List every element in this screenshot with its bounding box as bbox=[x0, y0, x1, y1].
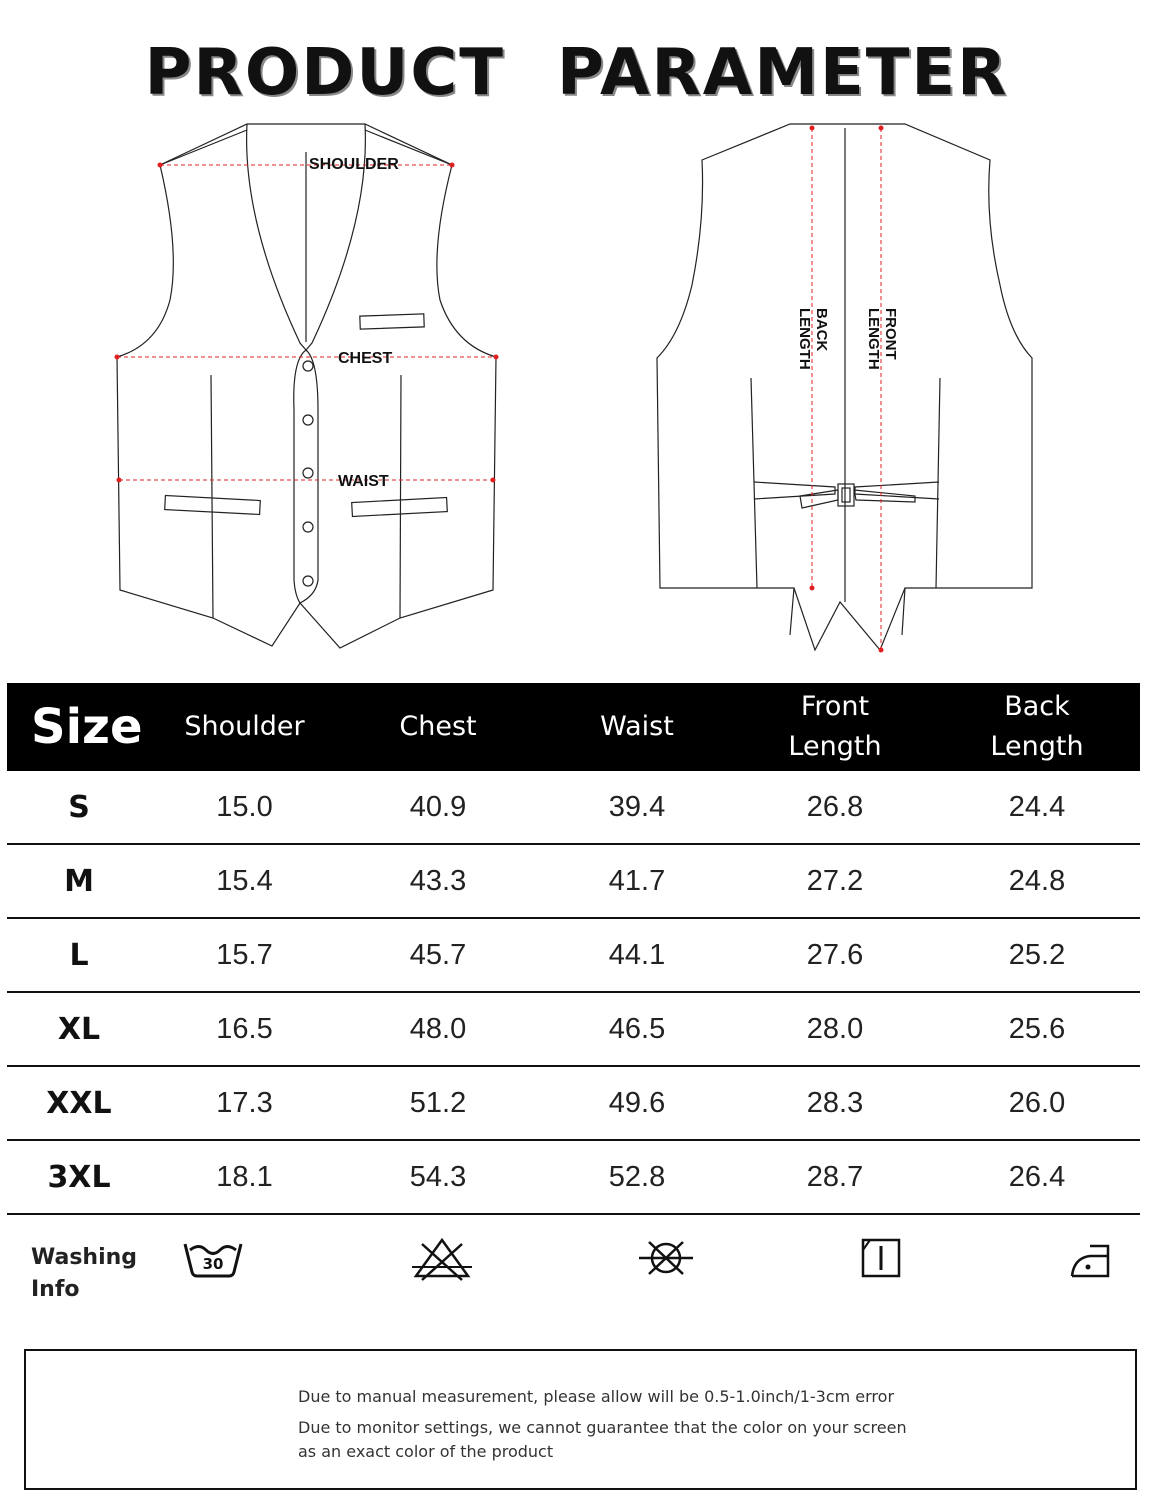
shoulder-label: SHOULDER bbox=[309, 156, 399, 173]
measurement-notice bbox=[24, 1349, 1137, 1490]
measurement-points bbox=[115, 126, 884, 653]
waist-cell: 46.5 bbox=[608, 1012, 666, 1045]
header-size: Size bbox=[31, 699, 143, 755]
shoulder-cell: 15.0 bbox=[216, 790, 273, 823]
waist-cell: 44.1 bbox=[608, 938, 666, 971]
front-length-cell: 27.2 bbox=[806, 864, 864, 897]
back-length-label: BACK LENGTH bbox=[796, 308, 830, 370]
header-front-length-line1: Front bbox=[800, 691, 870, 722]
chest-cell: 54.3 bbox=[409, 1160, 467, 1193]
waist-label: WAIST bbox=[338, 473, 389, 490]
chest-cell: 45.7 bbox=[409, 938, 467, 971]
vest-diagram bbox=[0, 110, 1153, 670]
front-length-cell: 27.6 bbox=[806, 938, 864, 971]
iron-low-icon bbox=[1066, 1236, 1114, 1282]
header-back-length bbox=[934, 687, 1140, 767]
header-chest: Chest bbox=[399, 711, 477, 742]
vest-illustration bbox=[0, 110, 1153, 670]
back-vest-outline bbox=[657, 124, 1032, 650]
shoulder-cell: 15.7 bbox=[216, 938, 273, 971]
size-cell: L bbox=[69, 937, 89, 973]
notice-line-3: as an exact color of the product bbox=[298, 1442, 554, 1461]
front-length-cell: 28.3 bbox=[806, 1086, 864, 1119]
chest-cell: 48.0 bbox=[409, 1012, 467, 1045]
waist-cell: 49.6 bbox=[608, 1086, 666, 1119]
size-cell: XL bbox=[57, 1011, 101, 1047]
header-shoulder: Shoulder bbox=[184, 711, 305, 742]
header-back-length-line2: Length bbox=[990, 731, 1084, 762]
title-word-parameter: PARAMETER bbox=[556, 36, 1009, 110]
front-length-label: FRONT LENGTH bbox=[865, 308, 899, 370]
back-length-cell: 24.8 bbox=[1008, 864, 1066, 897]
drip-dry-icon bbox=[860, 1236, 904, 1282]
header-waist: Waist bbox=[600, 711, 674, 742]
title-word-product: PRODUCT bbox=[144, 36, 505, 110]
size-cell: XXL bbox=[46, 1085, 112, 1121]
shoulder-cell: 17.3 bbox=[216, 1086, 273, 1119]
back-length-cell: 24.4 bbox=[1008, 790, 1066, 823]
washing-label-line2: Info bbox=[31, 1277, 80, 1302]
washing-label-line1: Washing bbox=[31, 1245, 138, 1270]
front-vest-outline bbox=[117, 124, 496, 648]
table-row bbox=[7, 1067, 1140, 1141]
header-back-length-line1: Back bbox=[1004, 691, 1070, 722]
size-cell: 3XL bbox=[47, 1159, 111, 1195]
front-length-cell: 28.7 bbox=[806, 1160, 864, 1193]
size-cell: M bbox=[64, 863, 94, 899]
shoulder-cell: 18.1 bbox=[216, 1160, 273, 1193]
waist-cell: 41.7 bbox=[608, 864, 666, 897]
shoulder-cell: 16.5 bbox=[216, 1012, 273, 1045]
back-length-cell: 26.4 bbox=[1008, 1160, 1066, 1193]
table-row bbox=[7, 919, 1140, 993]
back-length-cell: 25.2 bbox=[1008, 938, 1066, 971]
back-length-cell: 26.0 bbox=[1008, 1086, 1066, 1119]
wash-30-icon bbox=[182, 1236, 244, 1282]
table-row bbox=[7, 845, 1140, 919]
back-length-cell: 25.6 bbox=[1008, 1012, 1066, 1045]
table-row bbox=[7, 993, 1140, 1067]
washing-info bbox=[0, 1222, 1153, 1322]
waist-cell: 39.4 bbox=[608, 790, 666, 823]
table-row bbox=[7, 1141, 1140, 1215]
table-row bbox=[7, 771, 1140, 845]
chest-cell: 40.9 bbox=[409, 790, 467, 823]
chest-cell: 43.3 bbox=[409, 864, 467, 897]
chest-cell: 51.2 bbox=[409, 1086, 467, 1119]
measurement-lines bbox=[117, 128, 881, 650]
wash-temp-text: 30 bbox=[202, 1255, 224, 1273]
size-cell: S bbox=[68, 789, 90, 825]
chest-label: CHEST bbox=[338, 350, 393, 367]
size-table bbox=[7, 683, 1140, 1215]
waist-cell: 52.8 bbox=[608, 1160, 666, 1193]
table-header bbox=[7, 683, 1140, 771]
table-body bbox=[7, 771, 1140, 1215]
washing-info-label bbox=[31, 1242, 137, 1306]
header-front-length bbox=[736, 687, 934, 767]
front-length-cell: 26.8 bbox=[806, 790, 864, 823]
notice-line-2: Due to monitor settings, we cannot guarantee that the color on your screen bbox=[298, 1418, 907, 1437]
page-title bbox=[0, 36, 1153, 110]
do-not-bleach-icon bbox=[410, 1236, 474, 1282]
do-not-tumble-dry-icon bbox=[637, 1236, 695, 1282]
notice-line-1: Due to manual measurement, please allow will be 0.5-1.0inch/1-3cm error bbox=[298, 1387, 895, 1406]
shoulder-cell: 15.4 bbox=[216, 864, 273, 897]
front-length-cell: 28.0 bbox=[806, 1012, 864, 1045]
header-front-length-line2: Length bbox=[788, 731, 882, 762]
